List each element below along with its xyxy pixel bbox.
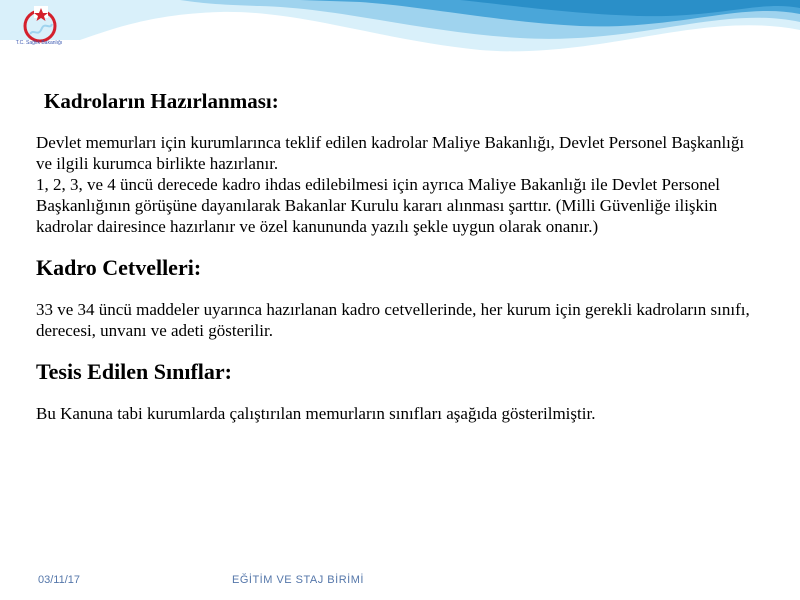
heading-kadro-cetvelleri: Kadro Cetvelleri: — [36, 255, 202, 280]
header-wave-decoration — [0, 0, 800, 90]
slide-content — [36, 88, 764, 424]
paragraph-kadro-cetvelleri: 33 ve 34 üncü maddeler uyarınca hazırlanan kadro cetvellerinde, her kurum için gerekli kadroların sınıfı, derecesi, unvanı ve adeti gösterilir. — [36, 300, 750, 340]
heading-kadrolarin-hazirlanmasi: Kadroların Hazırlanması: — [44, 89, 279, 113]
paragraph-tesis-edilen-siniflar: Bu Kanuna tabi kurumlarda çalıştırılan memurların sınıfları aşağıda gösterilmiştir. — [36, 404, 596, 423]
paragraph-kadro-hazirlama-2: 1, 2, 3, ve 4 üncü derecede kadro ihdas edilebilmesi için ayrıca Maliye Bakanlığı ile Devlet Personel Başkanlığının görüşüne dayanılarak Bakanlar Kurulu kararı alınması şarttır. (Milli Güvenliğe ilişkin kadrolar dairesince hazırlanır ve özel kanununda yazılı şekle uygun olarak onanır.) — [36, 175, 721, 236]
logo-caption: T.C. Sağlık Bakanlığı — [15, 40, 63, 46]
ministry-logo — [8, 4, 72, 66]
paragraph-kadro-hazirlama-1: Devlet memurları için kurumlarınca teklif edilen kadrolar Maliye Bakanlığı, Devlet Personel Başkanlığı ve ilgili kurumca birlikte hazırlanır. — [36, 133, 745, 173]
heading-tesis-edilen-siniflar: Tesis Edilen Sınıflar: — [36, 359, 233, 384]
footer-date: 03/11/17 — [38, 574, 81, 586]
slide-footer — [0, 574, 800, 588]
footer-unit-name: EĞİTİM VE STAJ BİRİMİ — [232, 574, 364, 586]
